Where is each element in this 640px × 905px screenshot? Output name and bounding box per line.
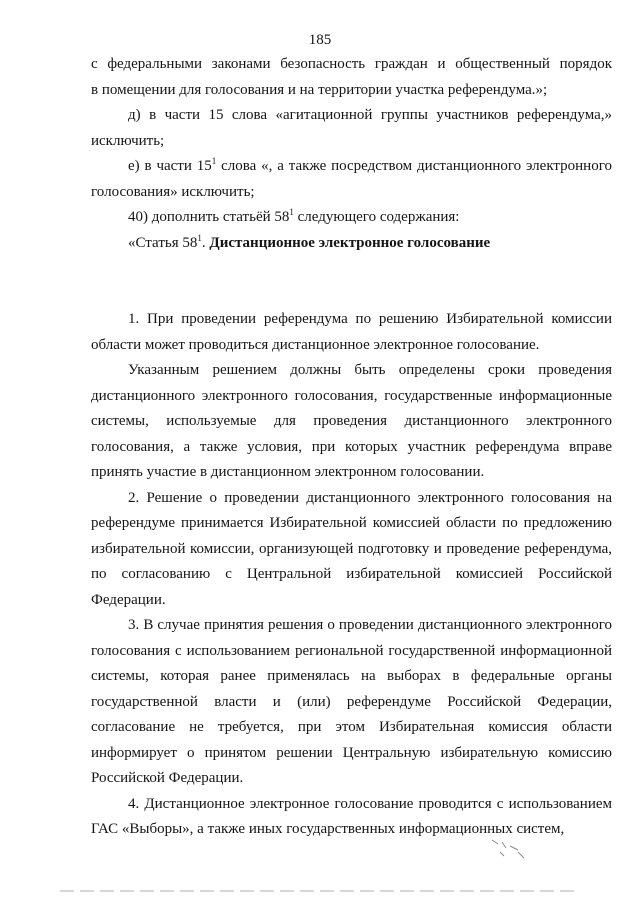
item-e-superscript: 1 xyxy=(211,156,217,166)
clause-1-paragraph-2: Указанным решением должны быть определены сроки проведения дистанционного электронного голосования, государственные информационные системы, используемые для проведения дистанционного электронного голосования, а также условия, при которых участник референдума вправе принять участие в дистанционном электронном голосовании. xyxy=(91,362,612,480)
page-number: 185 xyxy=(308,32,332,48)
item-e-text-start: е) в части 15 xyxy=(128,158,212,174)
paragraph-item-e xyxy=(91,154,612,205)
article-heading-prefix: «Статья 58 xyxy=(128,234,198,251)
item-40-text-end: следующего содержания: xyxy=(293,209,460,225)
paragraph-item-d: д) в части 15 слова «агитационной группы участников референдума,» исключить; xyxy=(91,107,612,149)
item-40-superscript: 1 xyxy=(289,207,294,217)
article-heading xyxy=(91,231,612,257)
spacer xyxy=(91,282,612,308)
article-heading-superscript: 1 xyxy=(197,232,202,243)
paragraph-continued-line-2: в помещении для голосования и на территории участка референдума.»; xyxy=(91,81,548,98)
paragraph-item-40 xyxy=(91,205,612,231)
clause-3: 3. В случае принятия решения о проведении дистанционного электронного голосования с использованием региональной государственной информационной системы, которая ранее применялась на выборах в федеральные органы государственной власти и (или) референдуме Российской Федерации, согласование не требуется, при этом Избирательная комиссия области информирует о принятом решении Центральную избирательную комиссию Российской Федерации. xyxy=(91,617,612,786)
spacer xyxy=(91,256,612,282)
article-heading-dot: . xyxy=(201,234,210,251)
article-heading-title: Дистанционное электронное голосование xyxy=(209,234,491,251)
clause-1: 1. При проведении референдума по решению Избирательной комиссии области может проводиться дистанционное электронное голосование. xyxy=(91,311,612,353)
paragraph-continued-line-1: с федеральными законами безопасность граждан и общественный порядок xyxy=(91,56,612,72)
page-bottom-edge xyxy=(60,890,580,892)
clause-4: 4. Дистанционное электронное голосование проводится с использованием ГАС «Выборы», а также иных государственных информационных систем, xyxy=(91,795,612,837)
document-body xyxy=(91,52,612,843)
item-e-text-end: слова «, а также посредством дистанционного электронного голосования» исключить; xyxy=(91,158,612,200)
item-40-text-start: 40) дополнить статьёй 58 xyxy=(128,209,290,225)
clause-2: 2. Решение о проведении дистанционного электронного голосования на референдуме принимается Избирательной комиссией области по предложению избирательной комиссии, организующей подготовку и проведение референдума, по согласованию с Центральной избирательной комиссией Российской Федерации. xyxy=(91,489,612,608)
scan-artifact-mark xyxy=(488,836,532,866)
